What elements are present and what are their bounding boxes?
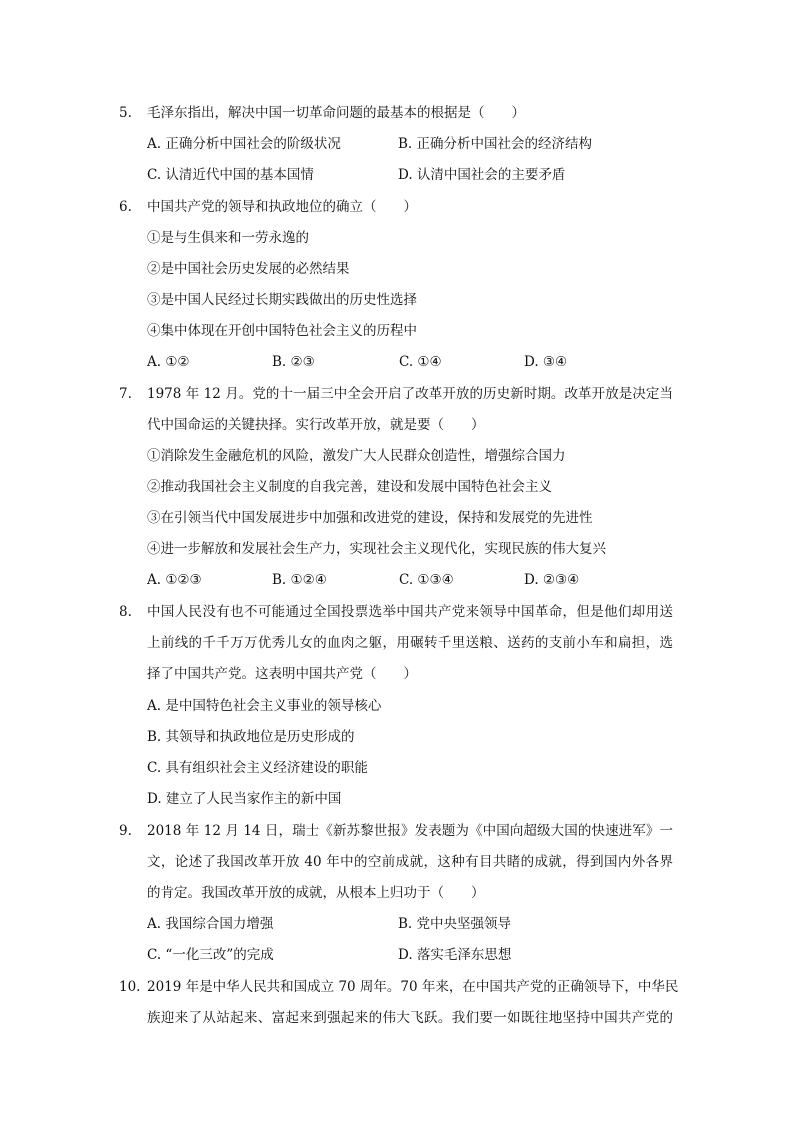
option-b: B. 正确分析中国社会的经济结构: [398, 136, 593, 152]
question-number: 7.: [119, 386, 132, 402]
option-a: A. ①②: [147, 354, 190, 370]
statement-1: ①消除发生金融危机的风险，激发广大人民群众创造性，增强综合国力: [147, 448, 566, 464]
option-b: B. 其领导和执政地位是历史形成的: [147, 729, 355, 745]
option-d: D. ③④: [524, 354, 568, 370]
option-a: A. ①②③: [147, 572, 202, 588]
option-d: D. 落实毛泽东思想: [398, 947, 512, 963]
option-c: C. 认清近代中国的基本国情: [147, 167, 314, 183]
option-b: B. ①②④: [272, 572, 327, 588]
option-c: C. 具有组织社会主义经济建设的职能: [147, 760, 368, 776]
question-stem-line-3: 的肯定。我国改革开放的成就，从根本上归功于（ ）: [147, 885, 485, 901]
option-b: B. ②③: [272, 354, 315, 370]
statement-2: ②是中国社会历史发展的必然结果: [147, 261, 350, 277]
option-d: D. 建立了人民当家作主的新中国: [147, 791, 342, 807]
question-stem-line-3: 择了中国共产党。这表明中国共产党（ ）: [147, 666, 417, 682]
question-stem-line-1: 2019 年是中华人民共和国成立 70 周年。70 年来，在中国共产党的正确领导下，中华民: [147, 979, 679, 995]
question-stem: 中国共产党的领导和执政地位的确立（ ）: [147, 199, 417, 215]
statement-4: ④进一步解放和发展社会生产力，实现社会主义现代化，实现民族的伟大复兴: [147, 541, 606, 557]
statement-1: ①是与生俱来和一劳永逸的: [147, 230, 309, 246]
question-stem-line-1: 2018 年 12 月 14 日，瑞士《新苏黎世报》发表题为《中国向超级大国的快速进军》一: [147, 823, 673, 839]
question-number: 8.: [119, 604, 132, 620]
option-d: D. ②③④: [524, 572, 580, 588]
option-a: A. 我国综合国力增强: [147, 916, 274, 932]
question-number: 10.: [119, 979, 141, 995]
question-stem-line-2: 族迎来了从站起来、富起来到强起来的伟大飞跃。我们要一如既往地坚持中国共产党的: [147, 1010, 673, 1026]
question-number: 5.: [119, 105, 132, 121]
question-stem-line-2: 文，论述了我国改革开放 40 年中的空前成就，这种有目共睹的成就，得到国内外各界: [147, 854, 673, 870]
question-stem-line-1: 1978 年 12 月。党的十一届三中全会开启了改革开放的历史新时期。改革开放是决定当: [147, 386, 673, 402]
statement-3: ③是中国人民经过长期实践做出的历史性选择: [147, 292, 417, 308]
question-stem: 毛泽东指出，解决中国一切革命问题的最基本的根据是（ ）: [147, 105, 525, 121]
statement-4: ④集中体现在开创中国特色社会主义的历程中: [147, 323, 417, 339]
question-stem-line-1: 中国人民没有也不可能通过全国投票选举中国共产党来领导中国革命，但是他们却用送: [147, 604, 673, 620]
statement-3: ③在引领当代中国发展进步中加强和改进党的建设，保持和发展党的先进性: [147, 510, 593, 526]
option-a: A. 正确分析中国社会的阶级状况: [147, 136, 341, 152]
option-a: A. 是中国特色社会主义事业的领导核心: [147, 698, 382, 714]
option-c: C. ①③④: [399, 572, 454, 588]
option-d: D. 认清中国社会的主要矛盾: [398, 167, 566, 183]
question-stem-line-2: 代中国命运的关键抉择。实行改革开放，就是要（ ）: [147, 417, 485, 433]
statement-2: ②推动我国社会主义制度的自我完善，建设和发展中国特色社会主义: [147, 479, 552, 495]
option-c: C. “一化三改”的完成: [147, 947, 274, 963]
question-number: 6.: [119, 199, 132, 215]
question-stem-line-2: 上前线的千千万万优秀儿女的血肉之躯，用碾转千里送粮、送药的支前小车和扁担，选: [147, 635, 673, 651]
option-c: C. ①④: [399, 354, 442, 370]
option-b: B. 党中央坚强领导: [398, 916, 512, 932]
question-number: 9.: [119, 823, 132, 839]
